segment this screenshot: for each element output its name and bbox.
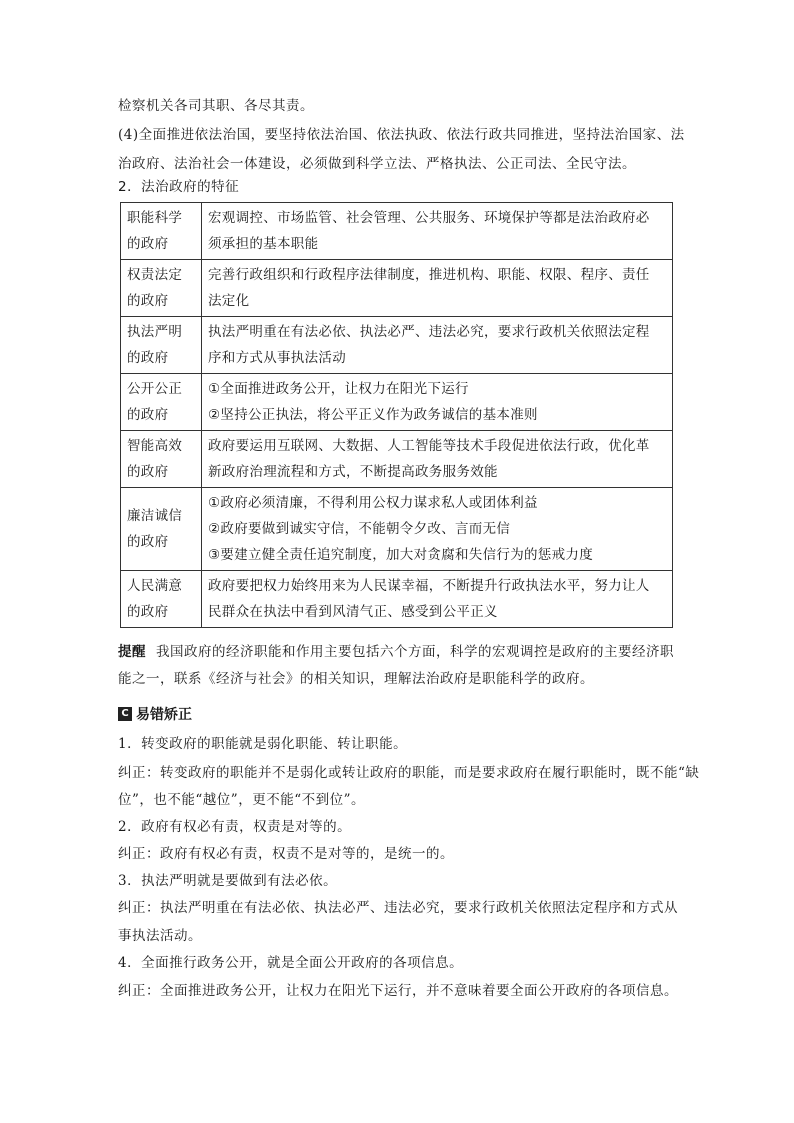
features-table xyxy=(120,202,673,628)
feature-desc-line: ①政府必须清廉，不得利用公权力谋求私人或团体利益 xyxy=(208,495,538,511)
feature-desc xyxy=(202,374,673,431)
hint-text: 我国政府的经济职能和作用主要包括六个方面，科学的宏观调控是政府的主要经济职 xyxy=(156,644,674,660)
statement: 3．执法严明就是要做到有法必依。 xyxy=(118,873,338,889)
table-row xyxy=(121,431,673,488)
statement: 4．全面推行政务公开，就是全面公开政府的各项信息。 xyxy=(118,955,464,971)
intro-line: 检察机关各司其职、各尽其责。 xyxy=(118,98,314,114)
table-row xyxy=(121,374,673,431)
feature-name-line: 的政府 xyxy=(127,407,169,423)
feature-name-line: 的政府 xyxy=(127,350,169,366)
feature-desc-line: ②坚持公正执法，将公平正义作为政务诚信的基本准则 xyxy=(208,407,538,423)
feature-desc xyxy=(202,260,673,317)
table-row xyxy=(121,260,673,317)
feature-desc-line: 政府要运用互联网、大数据、人工智能等技术手段促进依法行政，优化革 xyxy=(208,438,650,454)
statement: 1．转变政府的职能就是弱化职能、转让职能。 xyxy=(118,736,408,752)
feature-name-line: 公开公正 xyxy=(127,381,183,397)
feature-desc-line: ③要建立健全责任追究制度，加大对贪腐和失信行为的惩戒力度 xyxy=(208,547,594,563)
feature-desc-line: 完善行政组织和行政程序法律制度，推进机构、职能、权限、程序、责任 xyxy=(208,267,650,283)
feature-name xyxy=(121,317,202,374)
table-row xyxy=(121,571,673,628)
feature-desc xyxy=(202,203,673,260)
feature-desc-line: 新政府治理流程和方式，不断提高政务服务效能 xyxy=(208,464,498,480)
feature-name xyxy=(121,374,202,431)
feature-name-line: 职能科学 xyxy=(127,210,183,226)
feature-name-line: 的政府 xyxy=(127,464,169,480)
feature-name-line: 权责法定 xyxy=(127,267,183,283)
table-row xyxy=(121,317,673,374)
feature-name-line: 的政府 xyxy=(127,534,169,550)
correction-line: 纠正：全面推进政务公开，让权力在阳光下运行，并不意味着要全面公开政府的各项信息。 xyxy=(118,983,678,999)
feature-desc-line: 执法严明重在有法必依、执法必严、违法必究，要求行政机关依照法定程 xyxy=(208,324,650,340)
feature-desc-line: 序和方式从事执法活动 xyxy=(208,350,346,366)
intro-line: (4)全面推进依法治国，要坚持依法治国、依法执政、依法行政共同推进，坚持法治国家、法 xyxy=(118,127,685,143)
feature-desc xyxy=(202,317,673,374)
correction-line: 位”，也不能“越位”，更不能“不到位”。 xyxy=(118,792,366,808)
feature-name-line: 智能高效 xyxy=(127,438,183,454)
feature-name xyxy=(121,260,202,317)
feature-desc-line: 法定化 xyxy=(208,293,250,309)
statement: 2．政府有权必有责，权责是对等的。 xyxy=(118,819,352,835)
feature-name-line: 的政府 xyxy=(127,293,169,309)
feature-desc xyxy=(202,488,673,571)
feature-desc-line: 须承担的基本职能 xyxy=(208,236,319,252)
correction-section-title: 易错矫正 xyxy=(136,707,192,723)
feature-name xyxy=(121,571,202,628)
feature-desc-line: 民群众在执法中看到风清气正、感受到公平正义 xyxy=(208,604,498,620)
correction-line: 纠正：执法严明重在有法必依、执法必严、违法必究，要求行政机关依照法定程序和方式从 xyxy=(118,900,678,916)
correction-section-heading xyxy=(118,704,192,724)
correction-section-icon: C xyxy=(118,707,132,721)
feature-name-line: 的政府 xyxy=(127,604,169,620)
correction-line: 纠正：政府有权必有责，权责不是对等的，是统一的。 xyxy=(118,846,454,862)
section-title: 2．法治政府的特征 xyxy=(118,179,240,195)
table-row xyxy=(121,488,673,571)
correction-line: 纠正：转变政府的职能并不是弱化或转让政府的职能，而是要求政府在履行职能时，既不能“缺 xyxy=(118,765,700,781)
feature-desc-line: 政府要把权力始终用来为人民谋幸福，不断提升行政执法水平，努力让人 xyxy=(208,578,650,594)
intro-line: 治政府、法治社会一体建设，必须做到科学立法、严格执法、公正司法、全民守法。 xyxy=(118,156,636,172)
feature-desc xyxy=(202,571,673,628)
hint-label: 提醒 xyxy=(118,644,146,660)
feature-desc-line: ②政府要做到诚实守信，不能朝令夕改、言而无信 xyxy=(208,521,511,537)
feature-desc xyxy=(202,431,673,488)
hint-line xyxy=(118,641,678,663)
feature-desc-line: ①全面推进政务公开，让权力在阳光下运行 xyxy=(208,381,469,397)
correction-line: 事执法活动。 xyxy=(118,928,202,944)
feature-name-line: 人民满意 xyxy=(127,578,183,594)
feature-name xyxy=(121,203,202,260)
feature-desc-line: 宏观调控、市场监管、社会管理、公共服务、环境保护等都是法治政府必 xyxy=(208,210,650,226)
feature-name xyxy=(121,431,202,488)
feature-name-line: 的政府 xyxy=(127,236,169,252)
hint-line: 能之一，联系《经济与社会》的相关知识，理解法治政府是职能科学的政府。 xyxy=(118,671,594,687)
table-row xyxy=(121,203,673,260)
feature-name-line: 执法严明 xyxy=(127,324,183,340)
feature-name xyxy=(121,488,202,571)
feature-name-line: 廉洁诚信 xyxy=(127,508,183,524)
